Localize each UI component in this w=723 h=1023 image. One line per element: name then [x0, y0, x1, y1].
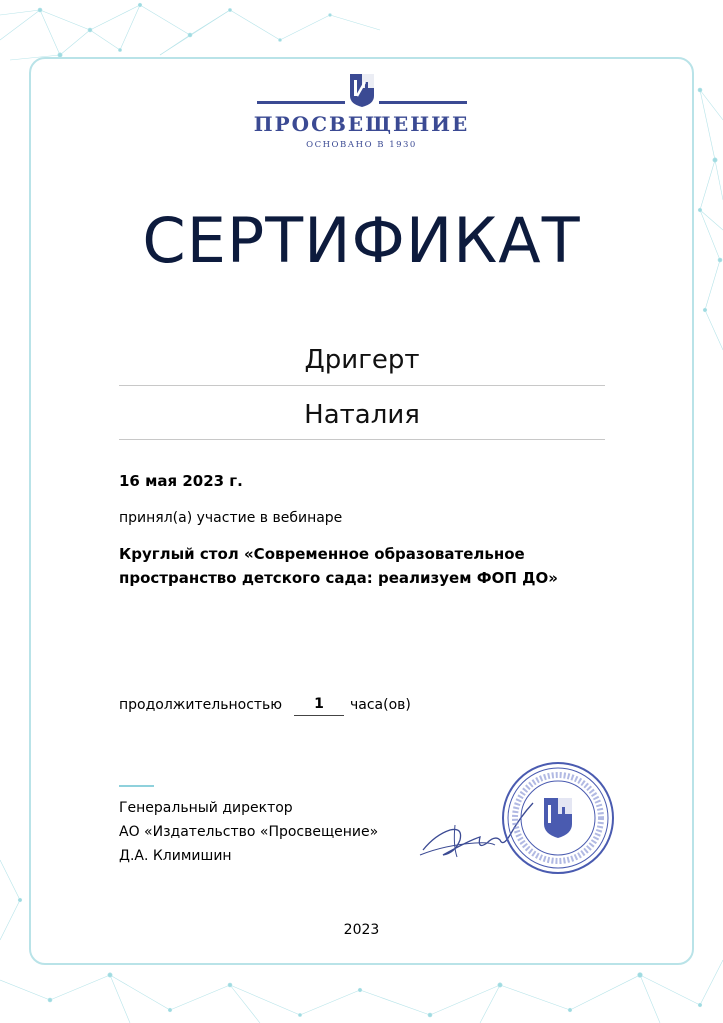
- first-name-underline: [119, 439, 605, 440]
- surname-underline: [119, 385, 605, 386]
- publisher-founded: ОСНОВАНО В 1930: [306, 140, 417, 150]
- logo-right-rule: [379, 101, 467, 104]
- prosveshchenie-logo-icon: [348, 72, 376, 108]
- signatory-accent-rule: [119, 785, 154, 787]
- company-seal-stamp: [500, 760, 616, 876]
- logo-left-rule: [257, 101, 345, 104]
- publisher-name: ПРОСВЕЩЕНИЕ: [253, 112, 470, 136]
- recipient-surname: Дригерт: [304, 345, 420, 375]
- participation-text: принял(а) участие в вебинаре: [119, 510, 343, 526]
- event-title: [119, 542, 619, 590]
- duration-hours: 1: [294, 696, 344, 716]
- event-title-line-2: пространство детского сада: реализуем ФОП ДО»: [119, 569, 558, 587]
- signatory-organization: АО «Издательство «Просвещение»: [119, 824, 379, 840]
- duration-label: продолжительностью: [119, 697, 283, 713]
- certificate-year: 2023: [343, 922, 380, 938]
- recipient-first-name: Наталия: [304, 400, 420, 430]
- event-title-line-1: Круглый стол «Современное образовательное: [119, 545, 525, 563]
- event-date: 16 мая 2023 г.: [119, 472, 243, 490]
- duration-unit: часа(ов): [350, 697, 411, 713]
- signatory-position: Генеральный директор: [119, 800, 293, 816]
- certificate-title: СЕРТИФИКАТ: [142, 204, 581, 277]
- signatory-name: Д.А. Климишин: [119, 848, 232, 864]
